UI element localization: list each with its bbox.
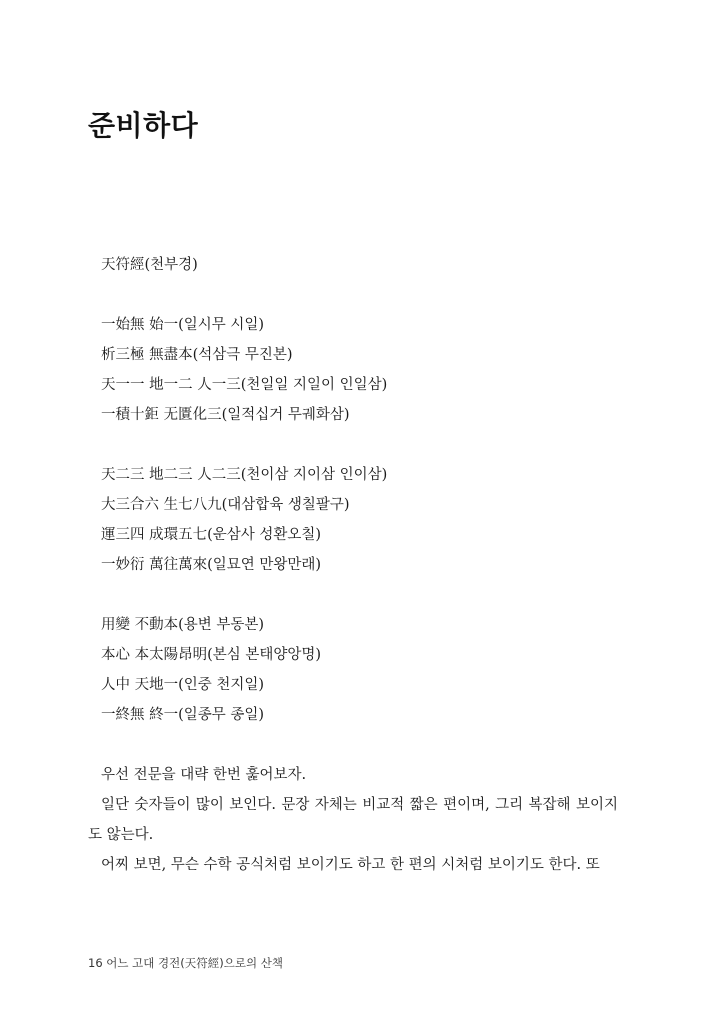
scripture-line: 用變 不動本(용변 부동본) [101,617,265,633]
prose-paragraph: 우선 전문을 대략 한번 훑어보자. [101,767,307,783]
body-text [88,250,618,880]
stanza-gap [88,580,618,610]
stanza-gap [88,730,618,760]
scripture-line: 本心 本太陽昂明(본심 본태양앙명) [101,647,322,663]
scripture-heading: 天符經(천부경) [101,257,198,273]
stanza-3 [88,610,618,730]
scripture-line: 天一一 地一二 人一三(천일일 지일이 인일삼) [101,377,388,393]
stanza-2 [88,460,618,580]
page-number: 16 [88,956,103,970]
scripture-line: 人中 天地一(인중 천지일) [101,677,265,693]
chapter-title: 준비하다 [88,109,199,142]
prose-paragraph: 일단 숫자들이 많이 보인다. 문장 자체는 비교적 짧은 편이며, 그리 복잡해 보이지 도 않는다. [88,797,618,843]
stanza-gap [88,430,618,460]
stanza-1 [88,310,618,430]
running-title: 어느 고대 경전(天符經)으로의 산책 [106,956,283,970]
scripture-line: 一終無 終一(일종무 종일) [101,707,265,723]
scripture-line: 一妙衍 萬往萬來(일묘연 만왕만래) [101,557,322,573]
scripture-line: 一積十鉅 无匱化三(일적십거 무궤화삼) [101,407,350,423]
scripture-line: 析三極 無盡本(석삼극 무진본) [101,347,293,363]
scripture-line: 大三合六 生七八九(대삼합육 생칠팔구) [101,497,350,513]
prose-section [88,760,618,880]
scripture-line: 一始無 始一(일시무 시일) [101,317,265,333]
page-footer [88,955,283,971]
stanza-gap [88,280,618,310]
scripture-line: 運三四 成環五七(운삼사 성환오칠) [101,527,322,543]
prose-paragraph: 어찌 보면, 무슨 수학 공식처럼 보이기도 하고 한 편의 시처럼 보이기도 한다. 또 [101,857,600,873]
scripture-line: 天二三 地二三 人二三(천이삼 지이삼 인이삼) [101,467,388,483]
